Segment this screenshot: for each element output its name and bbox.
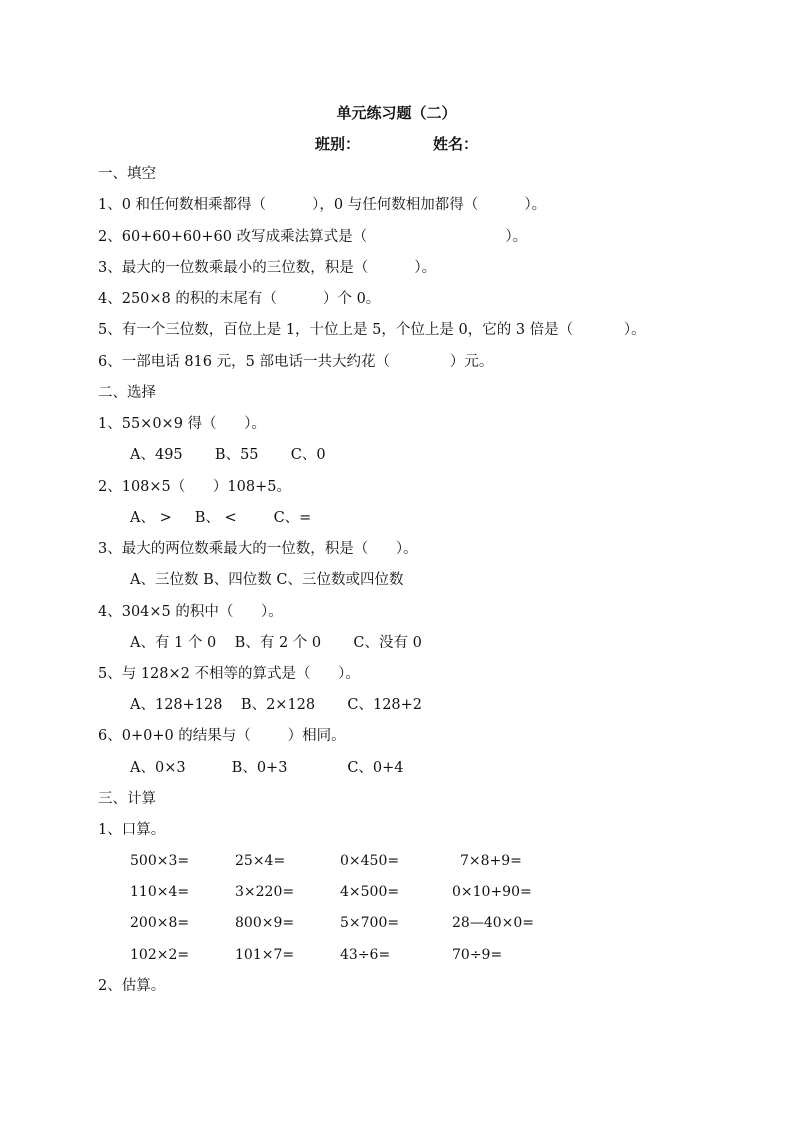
choice-options: A、三位数 B、四位数 C、三位数或四位数 xyxy=(130,572,404,588)
section-calc-heading: 三、计算 xyxy=(98,791,156,807)
calc-cell: 25×4= xyxy=(235,853,286,869)
choice-question: 1、55×0×9 得（ ）。 xyxy=(98,416,266,432)
calc-cell: 43÷6= xyxy=(340,947,391,963)
oral-calc-label: 1、口算。 xyxy=(98,822,166,838)
calc-cell: 102×2= xyxy=(130,947,190,963)
calc-cell: 7×8+9= xyxy=(460,853,522,869)
calc-cell: 0×10+90= xyxy=(452,884,532,900)
calc-cell: 500×3= xyxy=(130,853,190,869)
calc-cell: 200×8= xyxy=(130,915,190,931)
choice-options: A、有 1 个 0 B、有 2 个 0 C、没有 0 xyxy=(130,635,422,651)
fill-blank-item: 4、250×8 的积的末尾有（ ）个 0。 xyxy=(98,291,381,307)
fill-blank-item: 6、一部电话 816 元，5 部电话一共大约花（ ）元。 xyxy=(98,354,494,370)
class-name-line: 班别： 姓名： xyxy=(314,135,479,153)
choice-question: 2、108×5（ ）108+5。 xyxy=(98,479,291,495)
choice-question: 4、304×5 的积中（ ）。 xyxy=(98,604,283,620)
calc-cell: 110×4= xyxy=(130,884,190,900)
choice-question: 3、最大的两位数乘最大的一位数，积是（ ）。 xyxy=(98,541,418,557)
choice-options: A、128+128 B、2×128 C、128+2 xyxy=(130,697,423,713)
calc-cell: 5×700= xyxy=(340,915,400,931)
choice-options: A、495 B、55 C、0 xyxy=(130,447,326,463)
fill-blank-item: 2、60+60+60+60 改写成乘法算式是（ ）。 xyxy=(98,229,528,245)
choice-question: 6、0+0+0 的结果与（ ）相同。 xyxy=(98,728,346,744)
section-choice-heading: 二、选择 xyxy=(98,385,156,401)
estimation-label: 2、估算。 xyxy=(98,978,166,994)
calc-cell: 28—40×0= xyxy=(452,915,534,931)
fill-blank-item: 1、0 和任何数相乘都得（ ），0 与任何数相加都得（ ）。 xyxy=(98,197,547,213)
worksheet-title: 单元练习题（二） xyxy=(336,104,457,122)
choice-question: 5、与 128×2 不相等的算式是（ ）。 xyxy=(98,666,360,682)
calc-cell: 3×220= xyxy=(235,884,295,900)
choice-options: A、 > B、 < C、= xyxy=(130,510,312,526)
calc-cell: 800×9= xyxy=(235,915,295,931)
fill-blank-item: 3、最大的一位数乘最小的三位数，积是（ ）。 xyxy=(98,260,437,276)
calc-cell: 4×500= xyxy=(340,884,400,900)
fill-blank-item: 5、有一个三位数，百位上是 1，十位上是 5，个位上是 0，它的 3 倍是（ ）。 xyxy=(98,322,646,338)
choice-options: A、0×3 B、0+3 C、0+4 xyxy=(130,760,404,776)
section-fill-blank-heading: 一、填空 xyxy=(98,166,156,182)
calc-cell: 101×7= xyxy=(235,947,295,963)
calc-cell: 70÷9= xyxy=(452,947,503,963)
calc-cell: 0×450= xyxy=(340,853,400,869)
